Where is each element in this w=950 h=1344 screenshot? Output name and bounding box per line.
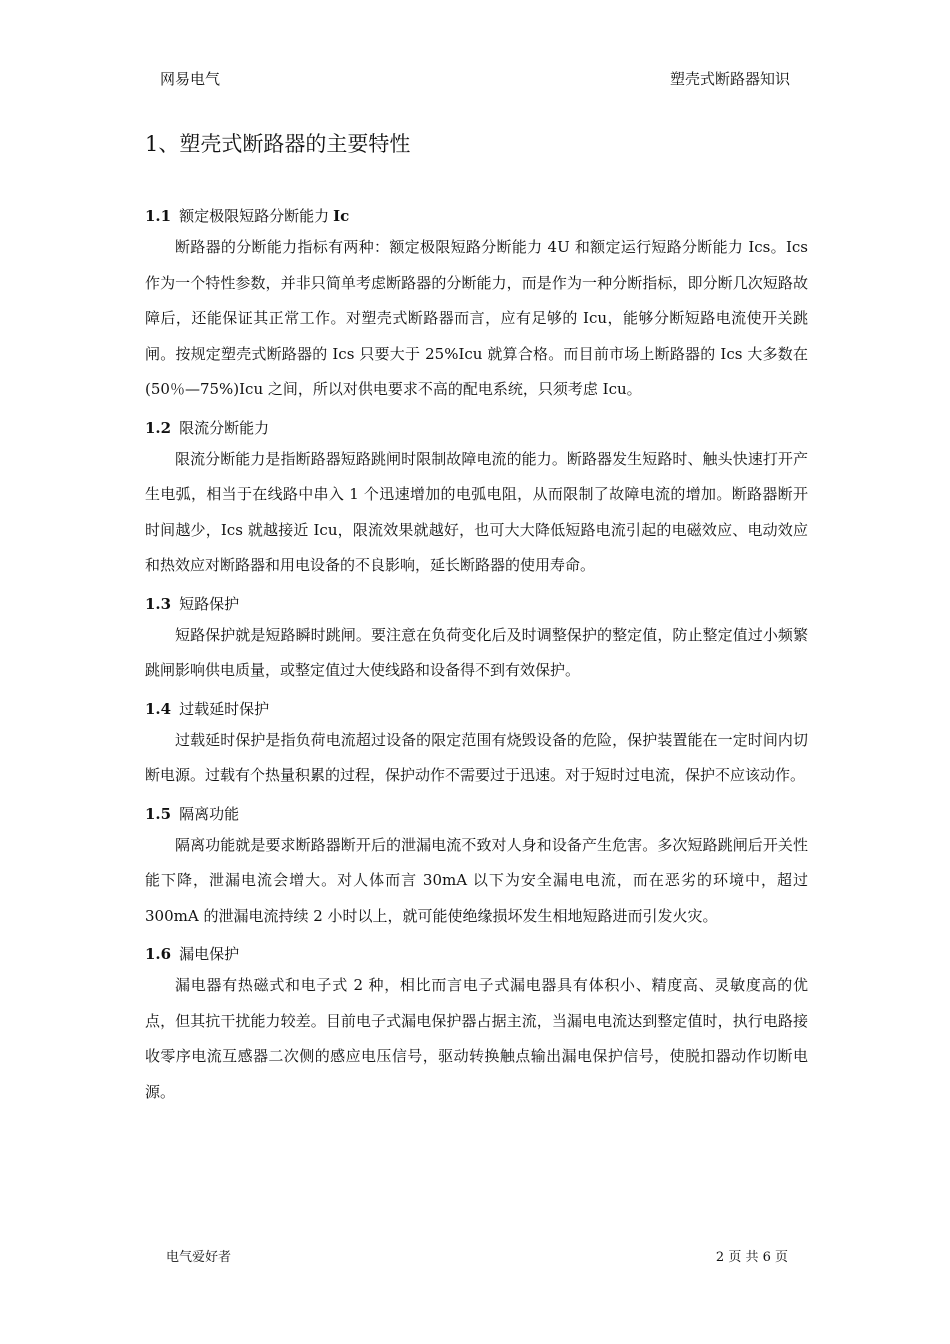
section-heading-text: 短路保护 xyxy=(179,594,240,613)
document-body xyxy=(145,206,808,1120)
header-left-text: 网易电气 xyxy=(160,70,221,88)
section-paragraph: 漏电器有热磁式和电子式 2 种，相比而言电子式漏电器具有体积小、精度高、灵敏度高的优点，但其抗干扰能力较差。目前电子式漏电保护器占据主流，当漏电电流达到整定值时，执行电路接收零序电流互感器二次侧的感应电压信号，驱动转换触点输出漏电保护信号，使脱扣器动作切断电源。 xyxy=(145,976,808,1101)
section-heading xyxy=(145,804,808,824)
section-heading xyxy=(145,418,808,438)
section-1-5 xyxy=(145,804,808,935)
section-number: 1.2 xyxy=(145,418,172,437)
section-1-2 xyxy=(145,418,808,584)
section-number: 1.5 xyxy=(145,804,172,823)
section-heading xyxy=(145,206,808,226)
page-header xyxy=(160,68,790,94)
section-heading-suffix: Ic xyxy=(333,207,350,225)
document-title: 1、塑壳式断路器的主要特性 xyxy=(145,132,411,156)
section-heading-text: 额定极限短路分断能力 xyxy=(179,207,330,225)
section-heading-text: 隔离功能 xyxy=(179,804,240,823)
section-1-6 xyxy=(145,944,808,1110)
section-number: 1.1 xyxy=(145,207,172,225)
section-paragraph: 断路器的分断能力指标有两种：额定极限短路分断能力 4U 和额定运行短路分断能力 Ics。Ics 作为一个特性参数，并非只简单考虑断路器的分断能力，而是作为一种分断指标，即分断几次短路故障后，还能保证其正常工作。对塑壳式断路器而言，应有足够的 Icu，能够分断短路电流使开关跳闸。按规定塑壳式断路器的 Ics 只要大于 25%Icu 就算合格。而目前市场上断路器的 Ics 大多数在(50％—75%)Icu 之间，所以对供电要求不高的配电系统，只须考虑 Icu。 xyxy=(145,238,808,398)
header-right-text: 塑壳式断路器知识 xyxy=(669,70,790,88)
footer-left-text: 电气爱好者 xyxy=(166,1250,232,1265)
section-paragraph: 隔离功能就是要求断路器断开后的泄漏电流不致对人身和设备产生危害。多次短路跳闸后开关性能下降，泄漏电流会增大。对人体而言 30mA 以下为安全漏电电流，而在恶劣的环境中，超过 300mA 的泄漏电流持续 2 小时以上，就可能使绝缘损坏发生相地短路进而引发火灾。 xyxy=(145,835,808,925)
section-paragraph: 短路保护就是短路瞬时跳闸。要注意在负荷变化后及时调整保护的整定值，防止整定值过小频繁跳闸影响供电质量，或整定值过大使线路和设备得不到有效保护。 xyxy=(145,625,808,679)
section-1-1 xyxy=(145,206,808,408)
section-heading xyxy=(145,594,808,614)
section-1-4 xyxy=(145,699,808,794)
section-heading xyxy=(145,699,808,719)
section-number: 1.6 xyxy=(145,945,172,963)
page-number: 2 页 共 6 页 xyxy=(715,1250,788,1265)
section-heading xyxy=(145,944,808,964)
section-paragraph: 过载延时保护是指负荷电流超过设备的限定范围有烧毁设备的危险，保护装置能在一定时间内切断电源。过载有个热量积累的过程，保护动作不需要过于迅速。对于短时过电流，保护不应该动作。 xyxy=(145,730,808,784)
section-number: 1.4 xyxy=(145,699,172,718)
section-heading-text: 过载延时保护 xyxy=(179,699,270,718)
section-paragraph: 限流分断能力是指断路器短路跳闸时限制故障电流的能力。断路器发生短路时、触头快速打开产生电弧，相当于在线路中串入 1 个迅速增加的电弧电阻，从而限制了故障电流的增加。断路器断开时间越少，Ics 就越接近 Icu，限流效果就越好，也可大大降低短路电流引起的电磁效应、电动效应和热效应对断路器和用电设备的不良影响，延长断路器的使用寿命。 xyxy=(145,449,808,574)
section-heading-text: 漏电保护 xyxy=(179,945,240,963)
section-1-3 xyxy=(145,594,808,689)
section-number: 1.3 xyxy=(145,594,172,613)
section-heading-text: 限流分断能力 xyxy=(179,418,270,437)
page-footer xyxy=(166,1246,790,1266)
